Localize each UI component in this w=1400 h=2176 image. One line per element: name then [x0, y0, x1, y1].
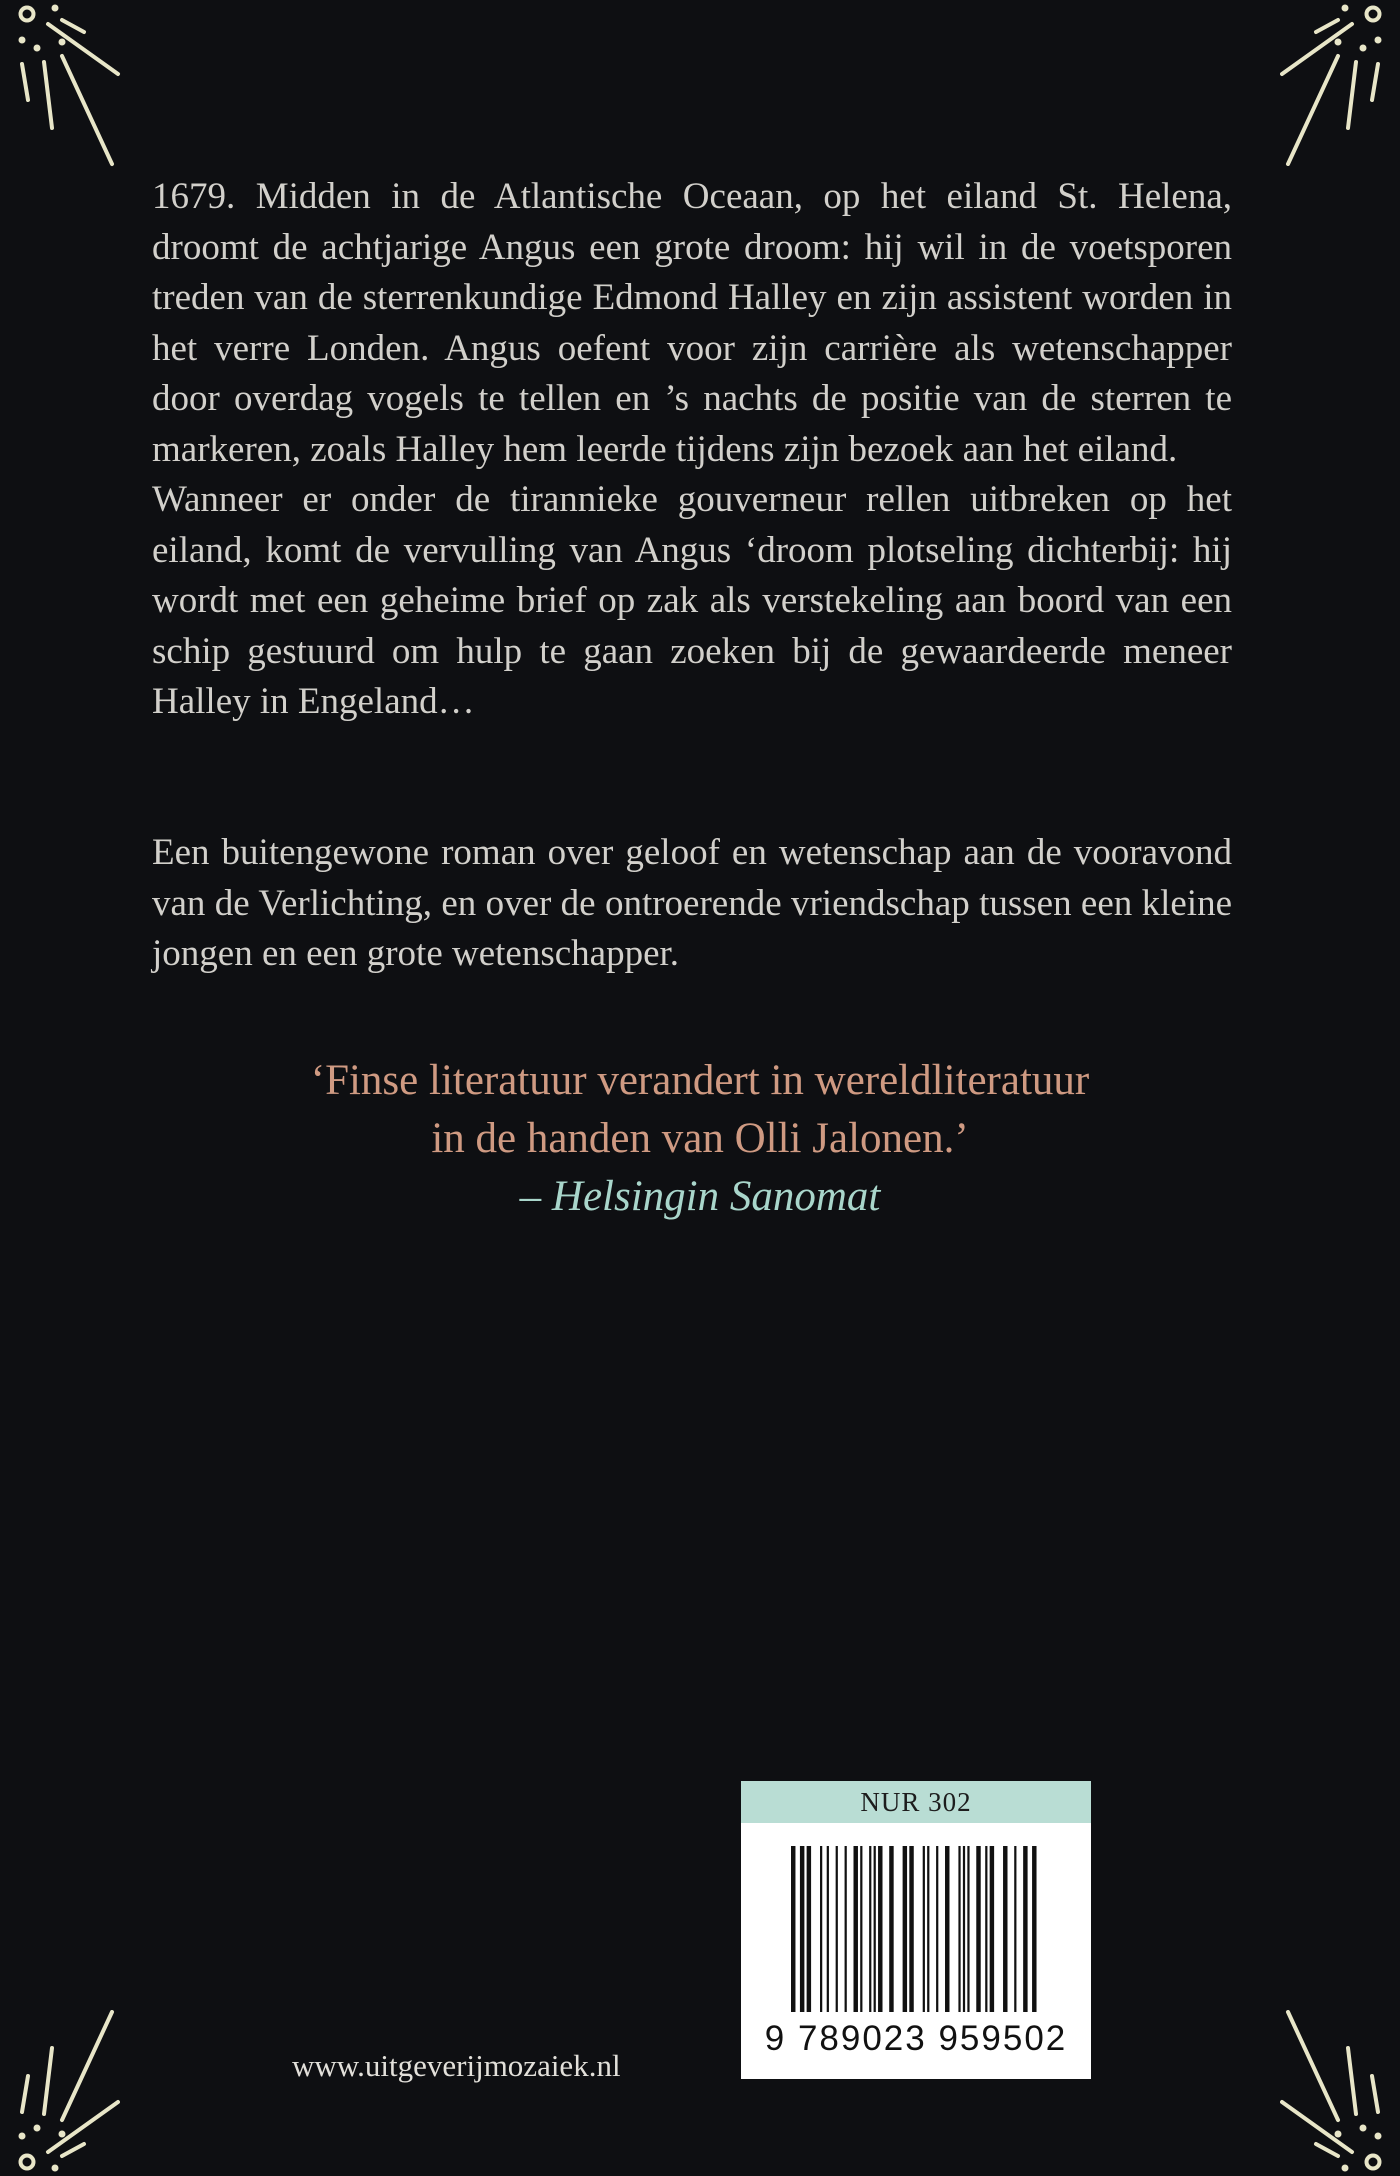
- blurb-paragraph-2: Wanneer er onder de tirannieke gouverneur rellen uitbreken op het eiland, komt de vervulling van Angus ‘droom plotseling dichterbij: hij wordt met een geheime brief op zak als verstekeling aan boord van een schip gestuurd om hulp te gaan zoeken bij de gewaardeerde meneer Halley in Engeland…: [152, 479, 1232, 722]
- barcode-bar: [945, 1846, 949, 2012]
- barcode-bar: [909, 1846, 913, 2012]
- barcode-bar: [985, 1846, 987, 2012]
- sunburst-corner-graphic: [1200, 1976, 1400, 2176]
- barcode-bar: [854, 1846, 858, 2012]
- barcode-bar: [791, 1846, 795, 2012]
- barcode-bar: [927, 1846, 929, 2012]
- quote-source: – Helsingin Sanomat: [519, 1173, 881, 1220]
- blurb-main: [152, 172, 1232, 728]
- barcode-bar: [1023, 1846, 1027, 2012]
- sunburst-corner-graphic: [0, 0, 200, 200]
- barcode-bar: [878, 1846, 882, 2012]
- isbn-number: 9 789023 959502: [764, 2019, 1068, 2058]
- barcode-bar: [903, 1846, 907, 2012]
- barcode-bar: [845, 1846, 847, 2012]
- nur-code: NUR 302: [741, 1781, 1091, 1823]
- barcode-bar: [990, 1846, 994, 2012]
- barcode-bar: [807, 1846, 811, 2012]
- barcode-bar: [827, 1846, 829, 2012]
- barcode-bar: [958, 1846, 960, 2012]
- sunburst-corner-graphic: [0, 1976, 200, 2176]
- sunburst-corner-icon: [1200, 1976, 1400, 2176]
- barcode-bars: [791, 1846, 1041, 2012]
- blurb-paragraph-3: Een buitengewone roman over geloof en wetenschap aan de vooravond van de Verlichting, en over de ontroerende vriendschap tussen een kleine jongen en een grote wetenschapper.: [152, 832, 1232, 974]
- barcode-bar: [1014, 1846, 1016, 2012]
- barcode-bar: [889, 1846, 893, 2012]
- sunburst-corner-graphic: [1200, 0, 1400, 200]
- barcode-bar: [1032, 1846, 1036, 2012]
- barcode-bar: [860, 1846, 862, 2012]
- sunburst-corner-icon: [1200, 0, 1400, 200]
- barcode-bar: [1003, 1846, 1007, 2012]
- barcode-bar: [936, 1846, 938, 2012]
- barcode-bar: [976, 1846, 980, 2012]
- review-quote: [200, 1052, 1200, 1226]
- barcode-bar: [967, 1846, 969, 2012]
- barcode-bar: [923, 1846, 925, 2012]
- quote-line-2: in de handen van Olli Jalonen.’: [431, 1115, 969, 1162]
- publisher-website: www.uitgeverijmozaiek.nl: [292, 2048, 621, 2083]
- sunburst-corner-icon: [0, 0, 200, 200]
- sunburst-corner-icon: [0, 1976, 200, 2176]
- barcode-bar: [820, 1846, 822, 2012]
- barcode-bar: [874, 1846, 876, 2012]
- blurb-closing: [152, 828, 1232, 980]
- barcode-bar: [869, 1846, 871, 2012]
- barcode-bar: [800, 1846, 804, 2012]
- quote-line-1: ‘Finse literatuur verandert in wereldliteratuur: [310, 1057, 1090, 1104]
- barcode-box: [741, 1781, 1091, 2079]
- blurb-paragraph-1: 1679. Midden in de Atlantische Oceaan, op het eiland St. Helena, droomt de achtjarige Angus een grote droom: hij wil in de voetsporen treden van de sterrenkundige Edmond Halley en zijn assistent worden in het verre Londen. Angus oefent voor zijn carrière als wetenschapper door overdag vogels te tellen en ’s nachts de positie van de sterren te markeren, zoals Halley hem leerde tijdens zijn bezoek aan het eiland.: [152, 176, 1232, 470]
- barcode-bar: [836, 1846, 838, 2012]
- barcode-bar: [963, 1846, 965, 2012]
